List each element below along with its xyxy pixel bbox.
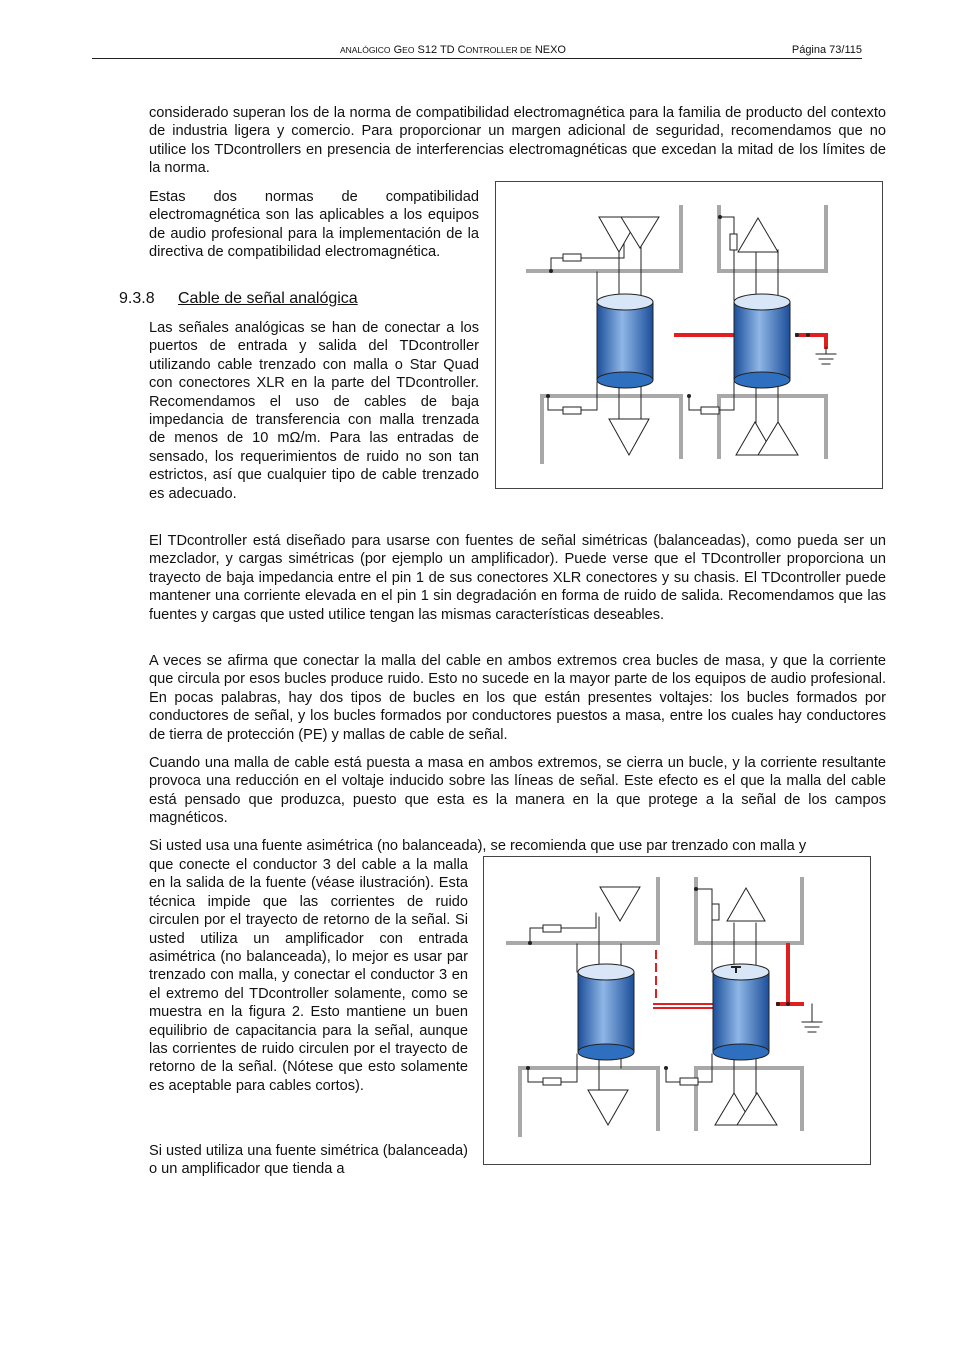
cable-cylinder-controller-2 — [713, 964, 769, 1060]
paragraph-balanced-sources: El TDcontroller está diseñado para usarse con fuentes de señal simétricas (balanceadas), como pueda ser un mezclador, y cargas simétricas (por ejemplo un amplificador). Puede verse que el TDcontroller proporciona un trayecto de baja impedancia entre el pin 1 de sus conectores XLR conectores y su chasis. El TDcontroller puede mantener una corriente elevada en el pin 1 sin degradación en forma de ruido de salida. Recomendamos que las fuentes y cargas que usted utilice tengan las mismas características deseables. — [149, 533, 886, 623]
cable-cylinder-controller — [734, 294, 790, 388]
cable-cylinder-source — [597, 294, 653, 388]
paragraph-emc-norms: Estas dos normas de compatibilidad electromagnética son las aplicables a los equipos de audio profesional para la implementación de la directiva de compatibilidad electromagnética. — [149, 189, 479, 261]
document-title — [340, 44, 566, 56]
paragraph-analog-cable: Las señales analógicas se han de conectar a los puertos de entrada y salida del TDcontroller utilizando cable trenzado con malla o Star Quad con conectores XLR en la parte del TDcontroller. Recomendamos el uso de cables de baja impedancia de transferencia con malla trenzada de menos de 10 mΩ/m. Para las entradas de sensado, los requerimientos de ruido no son tan estrictos, así que cualquier tipo de cable trenzado es adecuado. — [149, 320, 479, 502]
title-geo-rest: EO — [402, 45, 415, 55]
title-geo-initial: G — [393, 44, 403, 56]
ground-symbol-2 — [802, 1004, 822, 1032]
title-controller-initial: C — [457, 44, 466, 56]
section-number: 9.3.8 — [119, 290, 155, 307]
cable-cylinder-source-2 — [578, 964, 634, 1060]
paragraph-emc-limits: considerado superan los de la norma de compatibilidad electromagnética para la familia de producto del contexto de industria ligera y comercio. Para proporcionar un margen adicional de seguridad, recomendamos que no utilice los TDcontrollers en presencia de interferencias electromagnéticas que excedan la mitad de los límites de la norma. — [149, 105, 886, 177]
paragraph-shield-grounding: Cuando una malla de cable está puesta a masa en ambos extremos, se cierra un bucle, y la corriente resultante provoca una reducción en el voltaje inducido sobre las líneas de señal. Este efecto es el que la malla del cable está pensado que produzca, puesto que esta es la manera en la que protege a la señal de los campos magnéticos. — [149, 755, 886, 827]
figure-balanced-wiring-diagram — [495, 181, 883, 489]
section-heading — [119, 290, 358, 308]
ground-symbol — [816, 347, 836, 364]
shield-link-red-2 — [654, 951, 712, 1008]
wiring-diagram-1 — [496, 182, 882, 488]
wiring-diagram-2 — [484, 857, 870, 1164]
paragraph-balanced-source: Si usted utiliza una fuente simétrica (balanceada) o un amplificador que tienda a — [149, 1143, 468, 1178]
section-title: Cable de señal analógica — [178, 290, 358, 307]
page-header — [92, 44, 862, 59]
page-number: Página 73/115 — [791, 44, 862, 56]
title-prefix: ANALÓGICO — [340, 45, 391, 55]
paragraph-ground-loops: A veces se afirma que conectar la malla del cable en ambos extremos crea bucles de masa, y que la corriente que circula por esos bucles produce ruido. Esto no sucede en la mayor parte de los equipos de audio profesional. En pocas palabras, hay dos tipos de bucles en los que están presentes voltajes: los bucles formados por conductores de señal, y los bucles formados por conductores puestos a masa, entre los cuales hay conductores de tierra de protección (PE) y mallas de cable de señal. — [149, 653, 886, 743]
title-model: S12 TD — [417, 44, 455, 56]
figure-unbalanced-wiring-diagram — [483, 856, 871, 1165]
title-controller-rest: ONTROLLER DE — [465, 45, 532, 55]
paragraph-unbalanced-source: que conecte el conductor 3 del cable a la malla en la salida de la fuente (véase ilustración). Esta técnica impide que las corrientes de ruido circulen por el trayecto de retorno de la señal. Si usted utiliza un amplificador con entrada asimétrica (no balanceada), lo mejor es usar par trenzado con malla, y conectar el conductor 3 en el extremo del TDcontroller solamente, como se muestra en la figura 2. Esto mantiene un buen equilibrio de capacitancia para la señal, aunque las corrientes de ruido circulen por el trayecto de retorno de la señal. (Nótese que esto solamente es aceptable para cables cortos). — [149, 857, 468, 1094]
title-brand: NEXO — [534, 44, 566, 56]
paragraph-unbalanced-source-line1: Si usted usa una fuente asimétrica (no balanceada), se recomienda que use par trenzado con malla y — [149, 838, 807, 854]
